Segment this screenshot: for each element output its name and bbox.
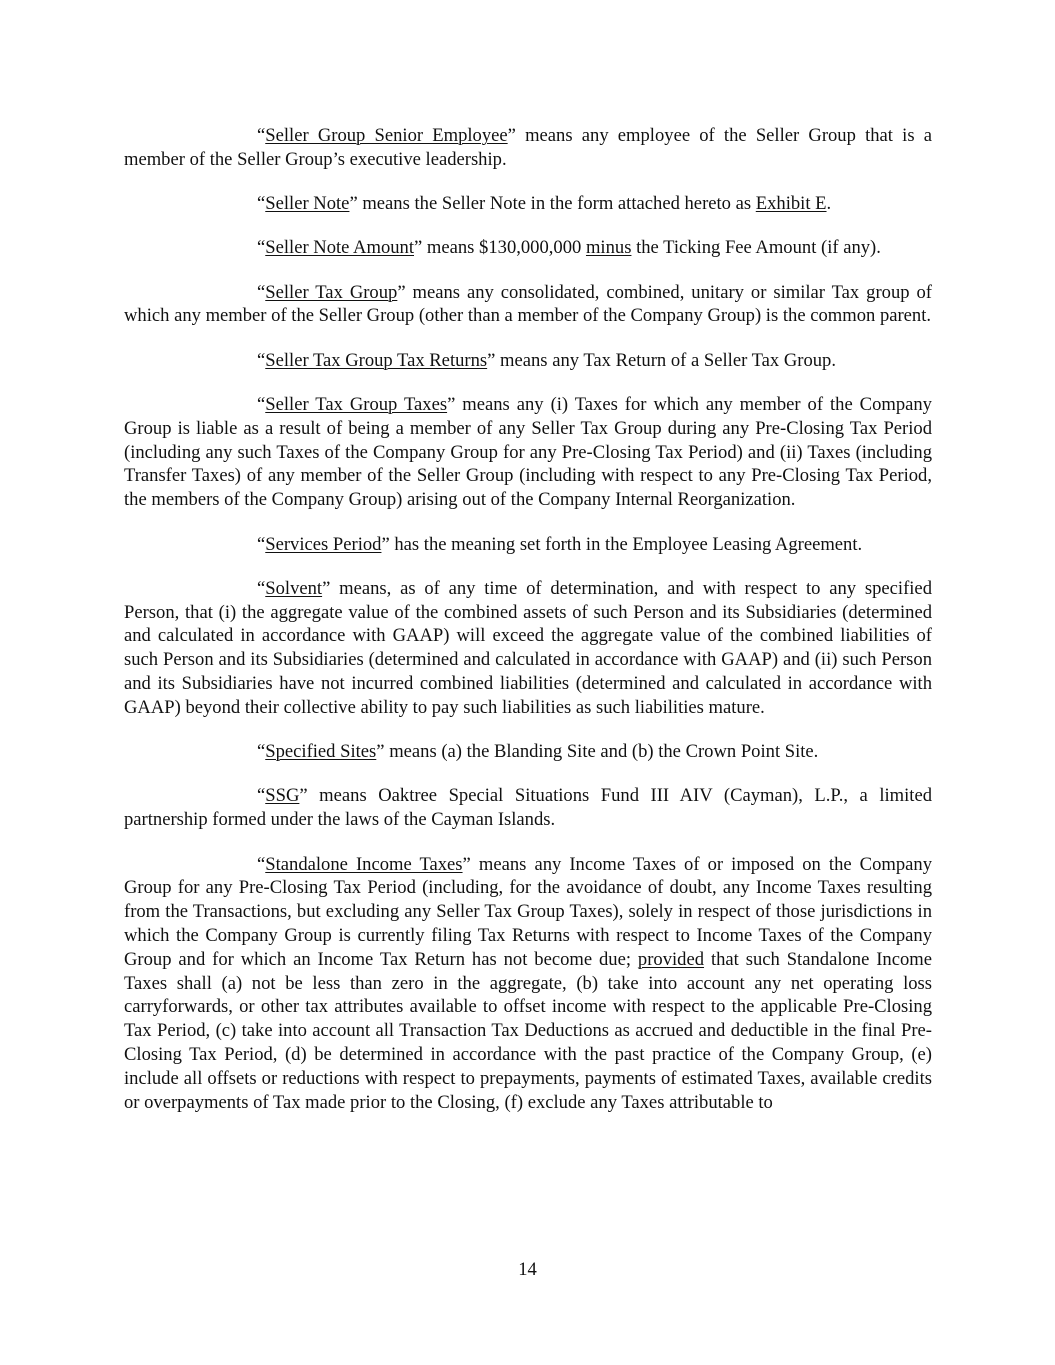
defined-term: Seller Note <box>265 193 350 215</box>
definition-text: ” means any employee of the Seller Group that is a member of the Seller Group’s executive leadership. <box>124 125 932 170</box>
defined-term: Standalone Income Taxes <box>265 853 463 875</box>
definition-text: ” means any Tax Return of a Seller Tax Group. <box>487 349 836 371</box>
defined-term: Seller Note Amount <box>265 237 414 259</box>
definition-text: ” means $130,000,000 <box>414 237 586 259</box>
exhibit-reference: Exhibit E <box>755 193 827 215</box>
definition-text: ” means any (i) Taxes for which any member of the Company Group is liable as a result of being a member of any Seller Tax Group during any Pre-Closing Tax Period (including any such Taxes of the Company Group for any Pre-Closing Tax Period) and (ii) Taxes (including Transfer Taxes) of any member of the Seller Group (including with respect to any Pre-Closing Tax Period, the members of the Company Group) arising out of the Company Internal Reorganization. <box>124 394 932 511</box>
definition-seller-group-senior-employee: “Seller Group Senior Employee” means any employee of the Seller Group that is a member of the Seller Group’s executive leadership. <box>124 125 932 170</box>
definition-text: ” means Oaktree Special Situations Fund III AIV (Cayman), L.P., a limited partnership formed under the laws of the Cayman Islands. <box>124 785 932 831</box>
definition-text: ” has the meaning set forth in the Employee Leasing Agreement. <box>381 533 863 555</box>
definition-solvent: “Solvent” means, as of any time of determination, and with respect to any specified Person, that (i) the aggregate value of the combined assets of such Person and its Subsidiaries (determined and calculated in accordance with GAAP) will exceed the aggregate value of the combined liabilities of such Person and its Subsidiaries (determined and calculated in accordance with GAAP) and (ii) such Person and its Subsidiaries have not incurred combined liabilities (determined and calculated in accordance with GAAP) beyond their collective ability to pay such liabilities as such liabilities mature. <box>124 577 932 718</box>
definition-seller-note: “Seller Note” means the Seller Note in the form attached hereto as Exhibit E. <box>257 193 832 215</box>
defined-term: Solvent <box>265 577 323 599</box>
definition-text: ” means any Income Taxes of or imposed on the Company Group for any Pre-Closing Tax Period (including, for the avoidance of doubt, any Income Taxes resulting from the Transactions, but excluding any Seller Tax Group Taxes), solely in respect of those jurisdictions in which the Company Group is currently filing Tax Returns with respect to Income Taxes of the Company Group and for which an Income Tax Return has not become due; <box>124 853 932 970</box>
page-number: 14 <box>518 1259 537 1280</box>
definition-seller-tax-group-taxes: “Seller Tax Group Taxes” means any (i) Taxes for which any member of the Company Group is liable as a result of being a member of any Seller Tax Group during any Pre-Closing Tax Period (including any such Taxes of the Company Group for any Pre-Closing Tax Period) and (ii) Taxes (including Transfer Taxes) of any member of the Seller Group (including with respect to any Pre-Closing Tax Period, the members of the Company Group) arising out of the Company Internal Reorganization. <box>124 394 932 511</box>
definition-text: ” means (a) the Blanding Site and (b) the Crown Point Site. <box>376 741 819 763</box>
defined-term: Seller Tax Group <box>265 281 398 303</box>
definition-text: ” means the Seller Note in the form attached hereto as <box>349 193 756 215</box>
definition-standalone-income-taxes: “Standalone Income Taxes” means any Income Taxes of or imposed on the Company Group for any Pre-Closing Tax Period (including, for the avoidance of doubt, any Income Taxes resulting from the Transactions, but excluding any Seller Tax Group Taxes), solely in respect of those jurisdictions in which the Company Group is currently filing Tax Returns with respect to Income Taxes of the Company Group and for which an Income Tax Return has not become due; provided that such Standalone Income Taxes shall (a) not be less than zero in the aggregate, (b) take into account any net operating loss carryforwards, or other tax attributes available to offset income with respect to the applicable Pre-Closing Tax Period, (c) take into account all Transaction Tax Deductions as accrued and deductible in the final Pre-Closing Tax Period, (d) be determined in accordance with the past practice of the Company Group, (e) include all offsets or reductions with respect to prepayments, payments of estimated Taxes, available credits or overpayments of Tax made prior to the Closing, (f) exclude any Taxes attributable to <box>124 853 932 1113</box>
emphasis-minus: minus <box>585 237 632 259</box>
definition-seller-note-amount: “Seller Note Amount” means $130,000,000 minus the Ticking Fee Amount (if any). <box>257 237 881 259</box>
definition-services-period: “Services Period” has the meaning set forth in the Employee Leasing Agreement. <box>257 533 863 555</box>
defined-term: Seller Tax Group Tax Returns <box>265 349 488 371</box>
emphasis-provided: provided <box>637 948 705 970</box>
definition-specified-sites: “Specified Sites” means (a) the Blanding Site and (b) the Crown Point Site. <box>257 741 819 763</box>
definition-seller-tax-group: “Seller Tax Group” means any consolidated, combined, unitary or similar Tax group of which any member of the Seller Group (other than a member of the Company Group) is the common parent. <box>124 281 932 327</box>
definition-ssg: “SSG” means Oaktree Special Situations Fund III AIV (Cayman), L.P., a limited partnership formed under the laws of the Cayman Islands. <box>124 785 932 831</box>
definition-text: ” means, as of any time of determination, and with respect to any specified Person, that (i) the aggregate value of the combined assets of such Person and its Subsidiaries (determined and calculated in accordance with GAAP) will exceed the aggregate value of the combined liabilities of such Person and its Subsidiaries (determined and calculated in accordance with GAAP) and (ii) such Person and its Subsidiaries have not incurred combined liabilities (determined and calculated in accordance with GAAP) beyond their collective ability to pay such liabilities as such liabilities mature. <box>124 577 932 718</box>
definition-text: ” means any consolidated, combined, unitary or similar Tax group of which any member of the Seller Group (other than a member of the Company Group) is the common parent. <box>124 281 932 327</box>
defined-term: Services Period <box>265 533 382 555</box>
defined-term: Specified Sites <box>265 741 377 763</box>
defined-term: Seller Tax Group Taxes <box>265 394 448 416</box>
defined-term: Seller Group Senior Employee <box>265 125 508 146</box>
defined-term: SSG <box>265 785 300 807</box>
definition-seller-tax-group-tax-returns: “Seller Tax Group Tax Returns” means any Tax Return of a Seller Tax Group. <box>257 349 836 371</box>
document-page <box>124 124 932 1135</box>
